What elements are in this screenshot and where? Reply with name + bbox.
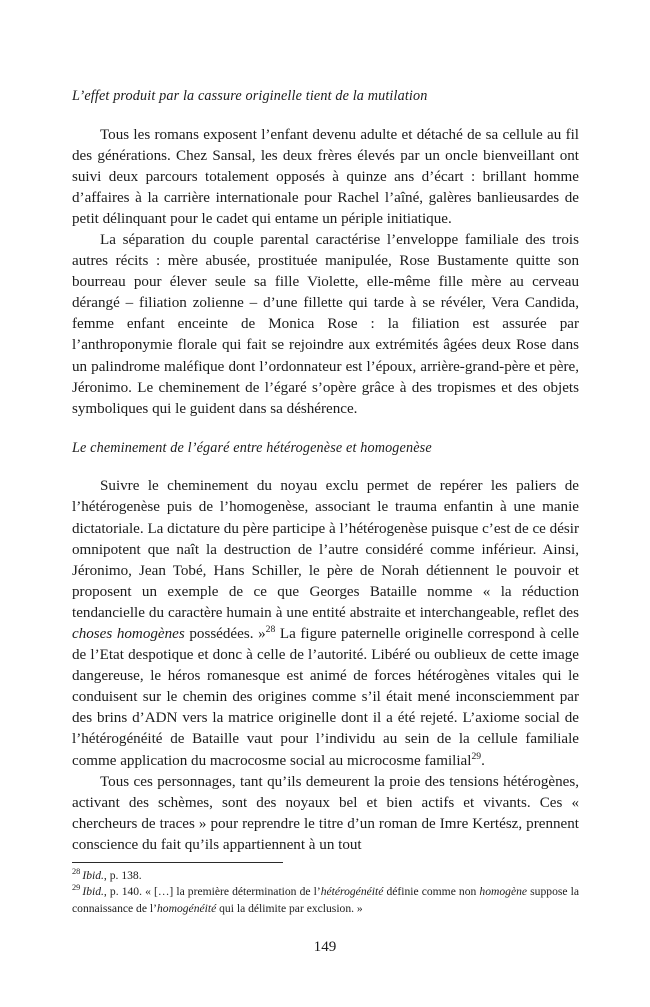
footnote-29-text-b: définie comme non bbox=[383, 885, 480, 899]
paragraph-3-italic-choses-homogenes: choses homogènes bbox=[72, 625, 185, 642]
footnote-28-italic-ibid: Ibid. bbox=[82, 869, 104, 882]
body-paragraph-3 bbox=[72, 476, 579, 771]
footnote-28 bbox=[72, 868, 579, 884]
footnote-28-text: , p. 138. bbox=[103, 869, 142, 882]
footnote-29-text-d: qui la délimite par exclusion. » bbox=[216, 901, 363, 915]
paragraph-3-text-d: . bbox=[481, 752, 485, 769]
page-number: 149 bbox=[313, 939, 337, 955]
footnote-29-text-c: suppose la connaissance de l’ bbox=[72, 885, 579, 915]
paragraph-3-text-a: Suivre le cheminement du noyau exclu permet de repérer les paliers de l’hétérogenèse puis de l’homogenèse, associant le trauma enfantin à une manie dictatoriale. La dictature du père participe à l’hétérogenèse puisque c’est de ce désir omnipotent que naît la destruction de l’autre considéré comme inférieur. Ainsi, Jéronimo, Jean Tobé, Hans Schiller, le père de Norah détiennent le pouvoir et proposent un exemple de ce que Georges Bataille nomme « la réduction tendancielle du caractère humain à une entité abstraite et interchangeable, reflet des bbox=[72, 478, 579, 621]
footnote-separator-rule bbox=[72, 862, 283, 863]
body-paragraph-4: Tous ces personnages, tant qu’ils demeurent la proie des tensions hétérogènes, activant des schèmes, sont des noyaux bel et bien actifs et vivants. Ces « chercheurs de traces » pour reprendre le titre d’un roman de Imre Kertész, prennent conscience du fait qu’ils appartiennent à un tout bbox=[72, 773, 579, 853]
body-paragraph-1: Tous les romans exposent l’enfant devenu adulte et détaché de sa cellule au fil des générations. Chez Sansal, les deux frères élevés par un oncle bienveillant ont suivi deux parcours totalement opposés à quinze ans d’écart : brillant homme d’affaires à la carrière internationale pour Rachel l’aîné, galères banlieusardes de petit délinquant pour le cadet qui entame un périple initiatique. bbox=[72, 126, 579, 227]
footnote-reference-29[interactable]: 29 bbox=[471, 750, 482, 762]
footnote-area bbox=[72, 862, 579, 917]
footnote-28-number: 28 bbox=[72, 867, 81, 877]
paragraph-3-text-b: possédées. » bbox=[184, 625, 266, 642]
page-content bbox=[72, 86, 579, 856]
footnote-29-italic-homogene: homogène bbox=[479, 885, 528, 899]
section-heading-1: L’effet produit par la cassure originelle tient de la mutilation bbox=[72, 88, 428, 104]
section-heading-2: Le cheminement de l’égaré entre hétérogenèse et homogenèse bbox=[72, 439, 432, 456]
paragraph-3-text-c: La figure paternelle originelle correspond à celle de l’Etat despotique et donc à celle de l’autorité. Libéré ou oublieux de cette image dangereuse, le héros romanesque est animé de forces hétérogènes vitales qui le conduisent sur le chemin des origines comme s’il était mené inconsciemment par des brins d’ADN vers la matrice originelle dont il a été rejeté. L’axiome social de l’hétérogénéité de Bataille vaut pour l’individu au sein de la cellule familiale comme application du macrocosme social au microcosme familial bbox=[72, 625, 579, 769]
body-paragraph-2: La séparation du couple parental caractérise l’enveloppe familiale des trois autres récits : mère abusée, prostituée manipulée, Rose Bustamente quitte son bourreau pour élever seule sa fille Violette, elle-même fille mère au cerveau dérangé – filiation zolienne – d’une fillette qui tarde à se révéler, Vera Candida, femme enfant enceinte de Monica Rose : la filiation est assurée par l’anthroponymie florale qui fait se rejoindre aux extrémités âgées deux Rose dans un palindrome maléfique dont l’ordonnateur est l’époux, arrière-grand-père et père, Jéronimo. Le cheminement de l’égaré s’opère grâce à des tropismes et des objets symboliques qui le guident dans sa déshérence. bbox=[72, 231, 579, 417]
footnote-29-italic-heterogeneite: hétérogénéité bbox=[320, 885, 384, 899]
heading-spacer-2 bbox=[72, 420, 579, 438]
footnote-29-text-a: , p. 140. « […] la première détermination de l’ bbox=[103, 885, 321, 899]
heading-spacer-3 bbox=[72, 458, 579, 476]
footnote-29 bbox=[72, 884, 579, 917]
footnote-29-italic-ibid: Ibid. bbox=[82, 885, 104, 899]
footnote-29-italic-homogeneite: homogénéité bbox=[156, 901, 217, 915]
footnote-29-number: 29 bbox=[72, 883, 81, 893]
heading-spacer-1 bbox=[72, 107, 579, 125]
footnote-reference-28[interactable]: 28 bbox=[265, 623, 276, 635]
